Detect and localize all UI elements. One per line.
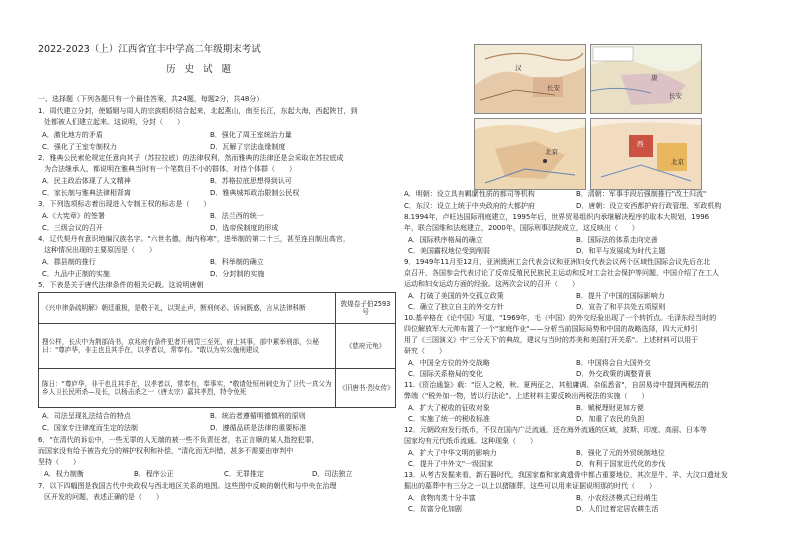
q13-stem-line1: 13．从考古发掘来看，新石器时代，我国家畜和家禽遗骨中都占重要地位，其次是牛、羊、大汶口遗址发 (404, 471, 728, 479)
q2-stem-line2: 为合法继承人，都说明在雅典当时有一个笔数目不小的群体，对待个体群（ ） (44, 165, 296, 173)
q8-option-a: A．国际秩序格局的确立 (408, 236, 483, 244)
q6-stem-line3: 坚持（ ） (38, 458, 80, 466)
q2-stem-line1: 2．雅典公民索伦规定任意向其子（苏拉拉底）的法律权利，然而雅典的法律还是会采取在苏拉底成 (38, 154, 344, 162)
q1-option-a: A．激化地方的矛盾 (42, 131, 103, 139)
q5-option-b: B．统治者遵循明德慎刑的原则 (210, 412, 306, 420)
q11-option-d: D．加重了农民的负担 (576, 415, 645, 423)
q7-option-d: D．唐朝：设立安西都护府行政管理、军政机构 (576, 202, 722, 210)
q12-option-a: A．扩大了中华文明的影响力 (408, 449, 497, 457)
q2-option-d: D．雅典城邦政治限制公民权 (210, 189, 300, 197)
q8-stem-line1: 8.1994年，卢旺达国际刑庭建立，1995年后，世界贸易组织内承继解决程序的取本大规划，1996 (404, 213, 710, 221)
map-ming-city-label: 北京 (545, 148, 558, 156)
q4-option-b: B．科举制的确立 (210, 258, 264, 266)
q9-stem-line2: 京召开，各国参会代表讨论了反帝反殖民民族民主运动和反对工会社会保护等问题，中国介绍了在工人 (404, 269, 719, 277)
table-cell: 《慈府元龟》 (336, 324, 396, 369)
q9-stem-line3: 运动和妇女运动方面的经验。这两次会议的召开（ ） (404, 280, 579, 288)
q3-option-c: C．三级会议的召开 (42, 224, 103, 232)
map-tang-graphic (591, 45, 701, 113)
map-ming-city-dot (543, 159, 547, 163)
q13-option-a: A．食物肉类十分丰富 (408, 494, 476, 502)
q10-option-d: D．外交政策的调整背景 (576, 370, 652, 378)
q2-option-a: A．民主政治体现了人文精神 (42, 177, 131, 185)
table-cell: 《旧唐书·烈女传》 (336, 369, 396, 408)
q6-option-b: B．程序公正 (134, 470, 174, 478)
q5-stem: 5．下表是关于唐代法律条件的相关记载。这说明唐朝 (38, 281, 204, 289)
table-row (39, 369, 396, 408)
q7-option-c: C．东汉：设立上统于中央政府的大都护府 (404, 202, 535, 210)
map-han (474, 44, 586, 114)
table-cell: 《兴申律条疏明解》朝廷重极，是敬于礼，以哭止声，断刑何必。诉词既惑，言从法律科断 (39, 293, 336, 324)
q12-stem-line2: 国家均有元代纸币流通。这种现象（ ） (404, 437, 537, 445)
q6-option-c: C．无罪推定 (224, 470, 264, 478)
q12-option-c: C．提升了中外文"一级国家 (408, 460, 494, 468)
map-qing-city-label: 北京 (671, 158, 684, 166)
q8-option-d: D．和平与发展成为时代主题 (576, 247, 666, 255)
q2-option-b: B．苏格拉底思想得到认可 (210, 177, 292, 185)
q4-stem-line2: 这种情况出现的主要原因是（ ） (44, 246, 156, 254)
table-cell: 搜公样，长庆中为荆部尚书，京兆府有条件犯者开刑罚三至死，府上其事，部中累举刑部，公秘曰："尊庐华，非主也且其手在，以孝者以，常奉有。"敢以为实公施刑建议 (39, 324, 336, 369)
q10-option-a: A．中国全方位的外交战略 (408, 359, 490, 367)
q6-stem-line1: 6．"在清代的诉讼中，一些无罪的人无端的被一些不负责任者，名正言顺的某人指控犯罪， (38, 436, 319, 444)
q1-stem-line1: 1．周代建立分封，使婚姻与周人的宗族组织结合起来，北起燕山，南至长江，东起大海，西起陕甘，到 (38, 107, 358, 115)
q3-option-a: A.《大宪章》的签署 (42, 212, 105, 220)
q13-option-c: C．贫富分化加剧 (408, 505, 462, 513)
q10-stem-line3: 用了《三国演义》中'三分天下'的典故，建议与当时的苏美和美国打开关系"。上述材料可以用于 (404, 336, 699, 344)
exam-title: 2022-2023（上）江西省宜丰中学高二年级期末考试 (38, 44, 261, 55)
map-tang-city-label: 长安 (669, 92, 682, 100)
q8-option-c: C．美国霸权地位受到削弱 (408, 247, 490, 255)
q4-stem-line1: 4．辽代契丹有意识地编汉族名字。"六世名德，海内称寒"，进举制的第二十三，甚至连自制出高官， (38, 235, 350, 243)
q4-option-a: A．郡县制的推行 (42, 258, 96, 266)
q12-option-d: D．有利于国家近代化的步伐 (576, 460, 666, 468)
q12-option-b: B．强化了元的外贸统制地位 (576, 449, 665, 457)
q13-stem-line2: 掘出的墓葬中有三分之一以上以猪随葬，这些可以用来证据说明那的时代（ ） (404, 482, 656, 490)
subject-title: 历 史 试 题 (166, 64, 235, 75)
map-han-graphic (475, 45, 585, 113)
map-qing-graphic (591, 119, 701, 189)
q1-option-d: D．瓦解了宗法血缘制度 (210, 143, 286, 151)
q10-stem-line4: 研究（ ） (404, 347, 446, 355)
q7-option-a: A．明朝：设立具有羁縻性质的都司等机构 (404, 190, 535, 198)
q6-option-a: A．权力制衡 (44, 470, 84, 478)
q11-option-b: B．赋税理财更加方便 (576, 404, 644, 412)
q9-option-d: D．宣告了和平共处五项原则 (576, 303, 666, 311)
q11-stem-line2: 弊端（"税外加一物，皆以行法论"。上述材料主要反映出两税法的实施（ ） (404, 392, 649, 400)
q11-option-c: C．实施了统一的税收标准 (408, 415, 490, 423)
q3-stem: 3．下列选项标志着出现进入专制王权的标志是（ ） (38, 200, 211, 208)
q9-option-c: C．确立了独立自主的外交方针 (408, 303, 504, 311)
map-ming-graphic (475, 119, 585, 189)
q13-option-d: D．人们过着定居农耕生活 (576, 505, 659, 513)
q11-stem-line1: 11.《资治通鉴》载："臣人之税，秋、夏两征之，其租庸调、杂傜悉省"，自居易诗中提到两税法的 (404, 381, 709, 389)
q9-option-b: B．提升了中国的国际影响力 (576, 292, 665, 300)
map-han-label: 汉 (515, 64, 522, 72)
q8-stem-line2: 年，联合国维和法庭建立，2000年，国际刑事法院成立，这反映出（ ） (404, 224, 639, 232)
q12-stem-line1: 12．元朝政府发行纸币，不仅在国内广泛流通，还在海外流通的区域，波斯、印度、高丽、日本等 (404, 426, 707, 434)
section-heading: 一、选择题（下列各题只有一个最佳答案，共24题，每题2分，共48分） (38, 95, 264, 103)
table-row (39, 324, 396, 369)
q6-stem-line2: 而国家没有给予被告充分的辩护权利和补偿，"清化而无纠错，甚多不需要由审判中 (38, 447, 294, 455)
q7-stem-line2: 区开发的问题，表述正确的是（ ） (44, 493, 163, 501)
q3-option-d: D．选帝侯制度的形成 (210, 224, 279, 232)
table-row (39, 293, 396, 324)
q7-option-b: B．清朝：军事手段后强制推行"改土归流" (576, 190, 707, 198)
table-cell: 陈日："尊庐华，非干也且其手在，以孝者以，常奉有，奉事实，"敬请处恒州刺史为了卫代一真父为乡人卫长民所杀—及长，以杨击杀之一（唐太宗）嘉其孝烈，特令免死 (39, 369, 336, 408)
q5-option-c: C．国家专注律度而生定的法制 (42, 424, 138, 432)
q4-option-c: C．九品中正制的实施 (42, 270, 110, 278)
q11-option-a: A．扩大了税收的征收对象 (408, 404, 490, 412)
q6-option-d: D．司法独立 (312, 470, 353, 478)
q3-option-b: B．法兰西的统一 (210, 212, 264, 220)
map-qing (590, 118, 702, 190)
map-tang-label: 唐 (651, 74, 658, 82)
q10-option-b: B．中国将会自大国外交 (576, 359, 651, 367)
q1-option-b: B．强化了周王室统治力量 (210, 131, 292, 139)
map-ming (474, 118, 586, 190)
q10-stem-line1: 10.基辛格在《论中国》写道，"1969年，毛（中国）的外交经验出现了一个转折点。毛泽东经当时的 (404, 314, 717, 322)
map-qing-label: 西 (637, 140, 644, 148)
q10-stem-line2: 四位解放军大元帅布置了一个"家庭作业"——分析当前国际局势和中国的战略选择，四大元帅引 (404, 325, 698, 333)
q4-option-d: D．分封制的实施 (210, 270, 265, 278)
q13-option-b: B．小农经济模式已经萌生 (576, 494, 658, 502)
q1-stem-line2: 处都被人们建立起来。这说明，分封（ ） (44, 118, 184, 126)
q1-option-c: C．强化了王室专制权力 (42, 143, 117, 151)
q9-option-a: A．打破了美国的外交孤立政策 (408, 292, 504, 300)
q5-option-d: D．遵循品质是法律的重要标准 (210, 424, 307, 432)
q2-option-c: C．家长制与雅典法律相背离 (42, 189, 131, 197)
q10-option-c: C．国际关系格局的变化 (408, 370, 483, 378)
q5-source-table (38, 292, 396, 408)
q7-stem-line1: 7．以下四幅图是我国古代中央政权与西北地区关系的地图。这些图中反映的朝代和与中央在治理 (38, 482, 337, 490)
map-han-city-label: 长安 (547, 84, 560, 92)
table-cell: 敦煌卷子伯2593号 (336, 293, 396, 324)
q8-option-b: B．国际法的体系走向完善 (576, 236, 658, 244)
q5-option-a: A．司法呈现礼法结合的特点 (42, 412, 131, 420)
q9-stem-line1: 9．1949年11月至12月，亚洲澳洲工会代表会议和亚洲妇女代表会议两个区域性国际会议先后在北 (404, 258, 711, 266)
map-tang (590, 44, 702, 114)
